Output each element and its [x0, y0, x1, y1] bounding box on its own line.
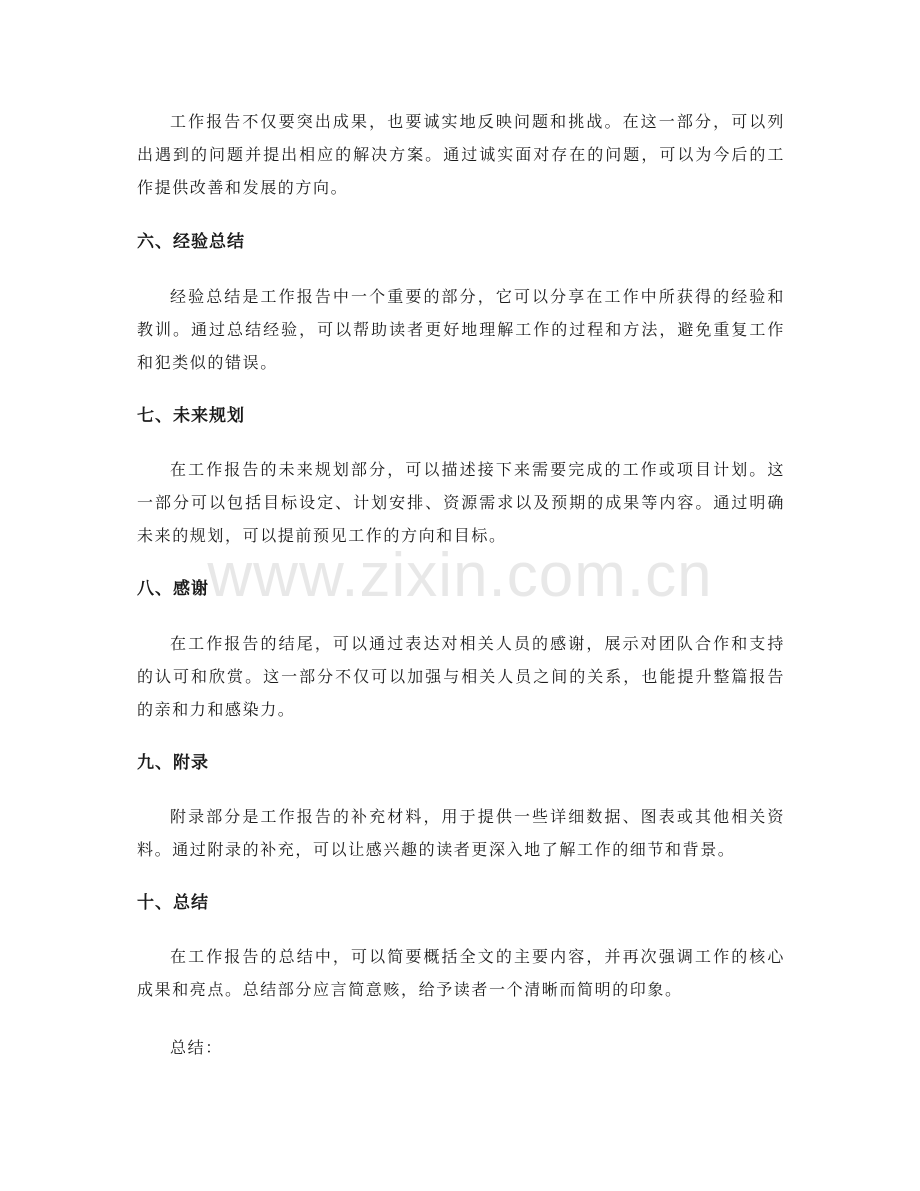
section-10-heading: 十、总结	[137, 893, 209, 913]
section-10-body: 在工作报告的总结中，可以简要概括全文的主要内容，并再次强调工作的核心成果和亮点。总结部分应言简意赅，给予读者一个清晰而简明的印象。	[137, 947, 785, 999]
section-8-body: 在工作报告的结尾，可以通过表达对相关人员的感谢，展示对团队合作和支持的认可和欣赏。这一部分不仅可以加强与相关人员之间的关系，也能提升整篇报告的亲和力和感染力。	[137, 634, 785, 719]
section-8-heading: 八、感谢	[137, 579, 209, 599]
section-6-heading: 六、经验总结	[137, 232, 245, 252]
section-6-body: 经验总结是工作报告中一个重要的部分，它可以分享在工作中所获得的经验和教训。通过总结经验，可以帮助读者更好地理解工作的过程和方法，避免重复工作和犯类似的错误。	[137, 287, 785, 372]
section-7-body: 在工作报告的未来规划部分，可以描述接下来需要完成的工作或项目计划。这一部分可以包括目标设定、计划安排、资源需求以及预期的成果等内容。通过明确未来的规划，可以提前预见工作的方向和目标。	[137, 460, 785, 545]
intro-paragraph: 工作报告不仅要突出成果，也要诚实地反映问题和挑战。在这一部分，可以列出遇到的问题并提出相应的解决方案。通过诚实面对存在的问题，可以为今后的工作提供改善和发展的方向。	[137, 112, 785, 197]
section-9-body: 附录部分是工作报告的补充材料，用于提供一些详细数据、图表或其他相关资料。通过附录的补充，可以让感兴趣的读者更深入地了解工作的细节和背景。	[137, 807, 785, 859]
watermark: www.zixin.com.cn	[207, 541, 713, 610]
section-9-heading: 九、附录	[137, 753, 209, 773]
section-7-heading: 七、未来规划	[137, 406, 245, 426]
closing-label: 总结：	[170, 1038, 223, 1057]
